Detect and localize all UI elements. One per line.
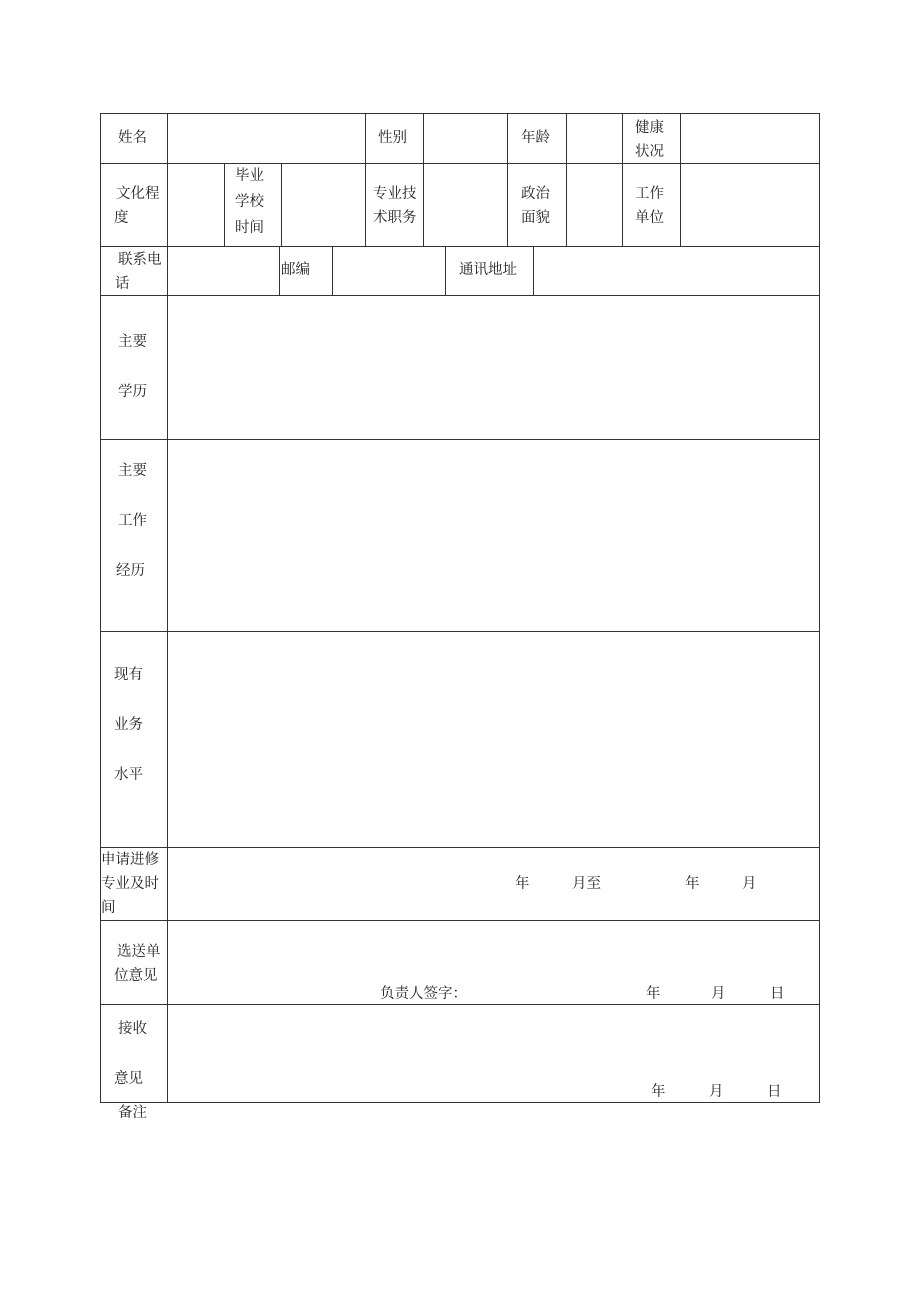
col-divider bbox=[507, 114, 508, 246]
unit-opinion-label: 位意见 bbox=[114, 968, 158, 984]
receive-opinion-label: 意见 bbox=[114, 1071, 143, 1087]
receive-opinion-month: 月 bbox=[709, 1084, 724, 1100]
current-level-label: 业务 bbox=[114, 717, 143, 733]
professional-title-label: 专业技 bbox=[373, 186, 417, 202]
phone-label: 话 bbox=[115, 276, 130, 292]
education-level-label: 度 bbox=[114, 210, 129, 226]
apply-end-month: 月 bbox=[742, 876, 757, 892]
remarks-label: 备注 bbox=[118, 1105, 147, 1121]
age-label: 年龄 bbox=[521, 130, 550, 146]
graduation-label: 时间 bbox=[235, 220, 264, 236]
apply-label: 申请进修 bbox=[101, 852, 159, 868]
work-unit-label: 工作 bbox=[635, 186, 664, 202]
unit-opinion-day: 日 bbox=[770, 986, 785, 1002]
apply-label: 专业及时 bbox=[101, 876, 159, 892]
health-label: 健康 bbox=[635, 120, 664, 136]
col-divider bbox=[445, 246, 446, 295]
address-label: 通讯地址 bbox=[459, 262, 517, 278]
row-divider bbox=[101, 847, 819, 848]
professional-title-label: 术职务 bbox=[373, 210, 417, 226]
col-divider bbox=[533, 246, 534, 295]
phone-label: 联系电 bbox=[118, 252, 162, 268]
current-level-label: 水平 bbox=[114, 767, 143, 783]
apply-label: 间 bbox=[101, 900, 116, 916]
education-level-label: 文化程 bbox=[116, 186, 160, 202]
col-divider bbox=[167, 295, 168, 1103]
col-divider bbox=[279, 246, 280, 295]
education-history-label: 学历 bbox=[118, 384, 147, 400]
col-divider bbox=[332, 246, 333, 295]
name-label: 姓名 bbox=[118, 130, 147, 146]
col-divider bbox=[680, 114, 681, 246]
row-divider bbox=[101, 631, 819, 632]
current-level-label: 现有 bbox=[114, 667, 143, 683]
apply-start-month: 月至 bbox=[572, 876, 601, 892]
row-divider bbox=[101, 246, 819, 247]
col-divider bbox=[423, 114, 424, 246]
col-divider bbox=[224, 163, 225, 246]
unit-opinion-month: 月 bbox=[711, 986, 726, 1002]
row-divider bbox=[101, 163, 819, 164]
receive-opinion-year: 年 bbox=[651, 1084, 666, 1100]
education-history-label: 主要 bbox=[118, 334, 147, 350]
receive-opinion-day: 日 bbox=[767, 1084, 782, 1100]
row-divider bbox=[101, 920, 819, 921]
signature-label: 负责人签字： bbox=[380, 986, 467, 1002]
work-history-label: 主要 bbox=[118, 463, 147, 479]
gender-label: 性别 bbox=[378, 130, 407, 146]
row-divider bbox=[101, 439, 819, 440]
apply-end-year: 年 bbox=[685, 876, 700, 892]
col-divider bbox=[622, 114, 623, 246]
work-history-label: 工作 bbox=[118, 513, 147, 529]
row-divider bbox=[101, 295, 819, 296]
col-divider bbox=[167, 114, 168, 295]
col-divider bbox=[365, 114, 366, 246]
apply-start-year: 年 bbox=[515, 876, 530, 892]
postcode-label: 邮编 bbox=[281, 262, 310, 278]
political-status-label: 面貌 bbox=[521, 210, 550, 226]
receive-opinion-label: 接收 bbox=[118, 1021, 147, 1037]
health-label: 状况 bbox=[635, 144, 664, 160]
work-history-label: 经历 bbox=[116, 563, 145, 579]
col-divider bbox=[566, 114, 567, 246]
graduation-label: 学校 bbox=[235, 194, 264, 210]
work-unit-label: 单位 bbox=[635, 210, 664, 226]
graduation-label: 毕业 bbox=[235, 168, 264, 184]
col-divider bbox=[281, 163, 282, 246]
political-status-label: 政治 bbox=[521, 186, 550, 202]
unit-opinion-year: 年 bbox=[646, 986, 661, 1002]
unit-opinion-label: 选送单 bbox=[117, 944, 161, 960]
